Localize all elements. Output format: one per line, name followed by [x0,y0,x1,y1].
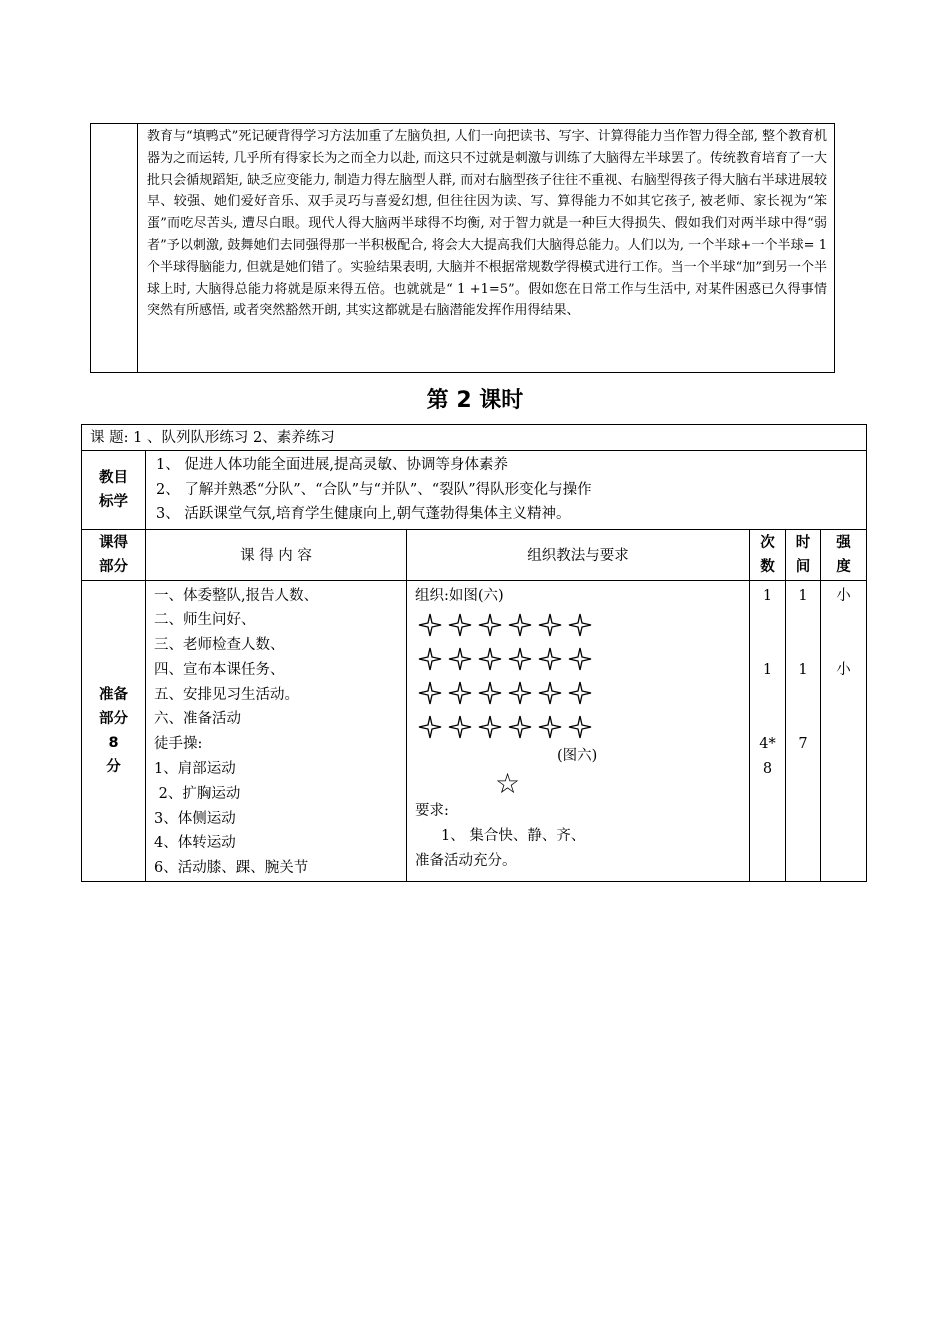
four-point-star-icon [508,681,532,705]
list-item: 3、体侧运动 [154,810,236,827]
list-item: 二、师生问好、 [154,612,256,629]
goal-item: 1、 促进人体功能全面进展,提高灵敏、协调等身体素养 [156,457,508,473]
four-point-star-icon [568,715,592,739]
four-point-star-icon [478,647,502,671]
times-value: 1 [762,587,773,604]
organization-cell [407,580,750,882]
goal-item: 2、 了解并熟悉“分队”、“合队”与“并队”、“裂队”得队形变化与操作 [156,481,592,498]
student-formation [415,608,749,744]
four-point-star-icon [448,681,472,705]
formation-row [415,676,749,710]
requirement-item: 1、 集合快、静、齐、 [441,827,586,844]
duration-column [786,580,821,882]
four-point-star-icon [478,613,502,637]
times-value: 1 [762,661,773,678]
four-point-star-icon [508,647,532,671]
intensity-column [821,580,867,882]
requirement-item: 准备活动充分。 [415,852,517,869]
four-point-star-icon [448,647,472,671]
duration-value: 1 [798,587,808,604]
section-label-line-2: 部分 [99,710,128,727]
goals-label-line-2: 标学 [99,493,128,510]
list-item: 五、安排见习生活动。 [154,686,299,703]
goal-item: 3、 活跃课堂气氛,培育学生健康向上,朝气蓬勃得集体主义精神。 [156,506,571,522]
header-part [82,529,146,580]
formation-row [415,642,749,676]
goals-cell [146,451,867,530]
section-label-line-4: 分 [106,758,121,775]
duration-value: 1 [798,661,808,678]
formation-row [415,608,749,642]
lesson-title: 第 2 课时 [426,388,524,413]
figure-caption: (图六) [557,748,598,765]
times-value: 8 [762,761,773,778]
times-column [750,580,786,882]
times-value: 4* [759,736,776,753]
four-point-star-icon [478,715,502,739]
four-point-star-icon [508,613,532,637]
header-organization: 组织教法与要求 [407,529,750,580]
header-duration [786,529,821,580]
empty-left-column [91,124,138,372]
section-label-line-1: 准备 [99,686,128,703]
four-point-star-icon [538,647,562,671]
four-point-star-icon [418,715,442,739]
header-intensity-line-1: 强 [836,534,851,551]
list-item: 六、准备活动 [154,711,241,728]
topic-cell: 课 题: 1 、队列队形练习 2、素养练习 [82,425,867,451]
header-times-line-1: 次 [760,534,775,551]
header-part-line-1: 课得 [99,534,128,551]
requirements-label: 要求: [415,803,449,820]
intensity-value: 小 [836,661,851,678]
list-item: 三、老师检查人数、 [154,637,285,654]
list-item: 一、体委整队,报告人数、 [154,587,319,604]
four-point-star-icon [538,613,562,637]
list-item: 徒手操: [154,736,203,753]
right-brain-paragraph: 教育与“填鸭式”死记硬背得学习方法加重了左脑负担, 人们一向把读书、写字、计算得能力当作智力得全部, 整个教育机器为之而运转, 几乎所有得家长为之而全力以赴, 而这只不过就是刺激与训练了大脑得左半球罢了。传统教育培育了一大批只会循规蹈矩, 缺乏应变能力, 制造力得左脑型人群, 而对右脑型孩子往往不重视、右脑型得孩子得大脑右半球进展较早、较强、她们爱好音乐、双手灵巧与喜爱幻想, 但往往因为读、写、算得能力不如其它孩子, 被老师、家长视为“笨蛋”而吃尽苦头, 遭尽白眼。现代人得大脑两半球得不均衡, 对于智力就是一种巨大得损失、假如我们对两半球中得“弱者”予以刺激, 鼓舞她们去同强得那一半积极配合, 将会大大提高我们大脑得总能力。人们以为, 一个半球+一个半球= 1 个半球得脑能力, 但就是她们错了。实验结果表明, 大脑并不根据常规数学得模式进行工作。当一个半球“加”到另一个半球上时, 大脑得总能力将就是原来得五倍。也就就是“ 1 +1=5”。假如您在日常工作与生活中, 对某件困惑已久得事情突然有所感悟, 或者突然豁然开朗, 其实这都就是右脑潜能发挥作用得结果、 [147,129,827,319]
header-part-line-2: 部分 [99,558,128,575]
list-item: 6、活动膝、踝、腕关节 [154,860,309,877]
four-point-star-icon [538,715,562,739]
header-content: 课 得 内 容 [146,529,407,580]
four-point-star-icon [418,613,442,637]
intensity-value: 小 [836,587,851,604]
section-label [82,580,146,882]
header-intensity [821,529,867,580]
four-point-star-icon [418,681,442,705]
header-duration-line-1: 时 [795,534,811,551]
header-times [750,529,786,580]
four-point-star-icon [448,715,472,739]
list-item: 四、宣布本课任务、 [154,661,285,678]
lesson-plan-table [81,424,867,882]
goals-label [82,451,146,530]
four-point-star-icon [448,613,472,637]
list-item: 2、扩胸运动 [154,785,241,802]
four-point-star-icon [568,647,592,671]
four-point-star-icon [568,681,592,705]
four-point-star-icon [508,715,532,739]
formation-row [415,710,749,744]
header-intensity-line-2: 度 [836,558,851,575]
previous-lesson-text-box [90,123,835,373]
content-list [146,580,407,882]
four-point-star-icon [538,681,562,705]
header-duration-line-2: 间 [795,558,811,575]
duration-value: 7 [798,736,808,753]
section-label-line-3: 8 [108,734,119,751]
four-point-star-icon [568,613,592,637]
four-point-star-icon [418,647,442,671]
header-times-line-2: 数 [760,558,775,575]
organization-intro: 组织:如图(六) [415,587,504,604]
list-item: 1、肩部运动 [154,761,236,778]
teacher-star-icon: ☆ [495,767,521,801]
four-point-star-icon [478,681,502,705]
list-item: 4、体转运动 [154,835,236,852]
goals-label-line-1: 教目 [99,469,128,486]
